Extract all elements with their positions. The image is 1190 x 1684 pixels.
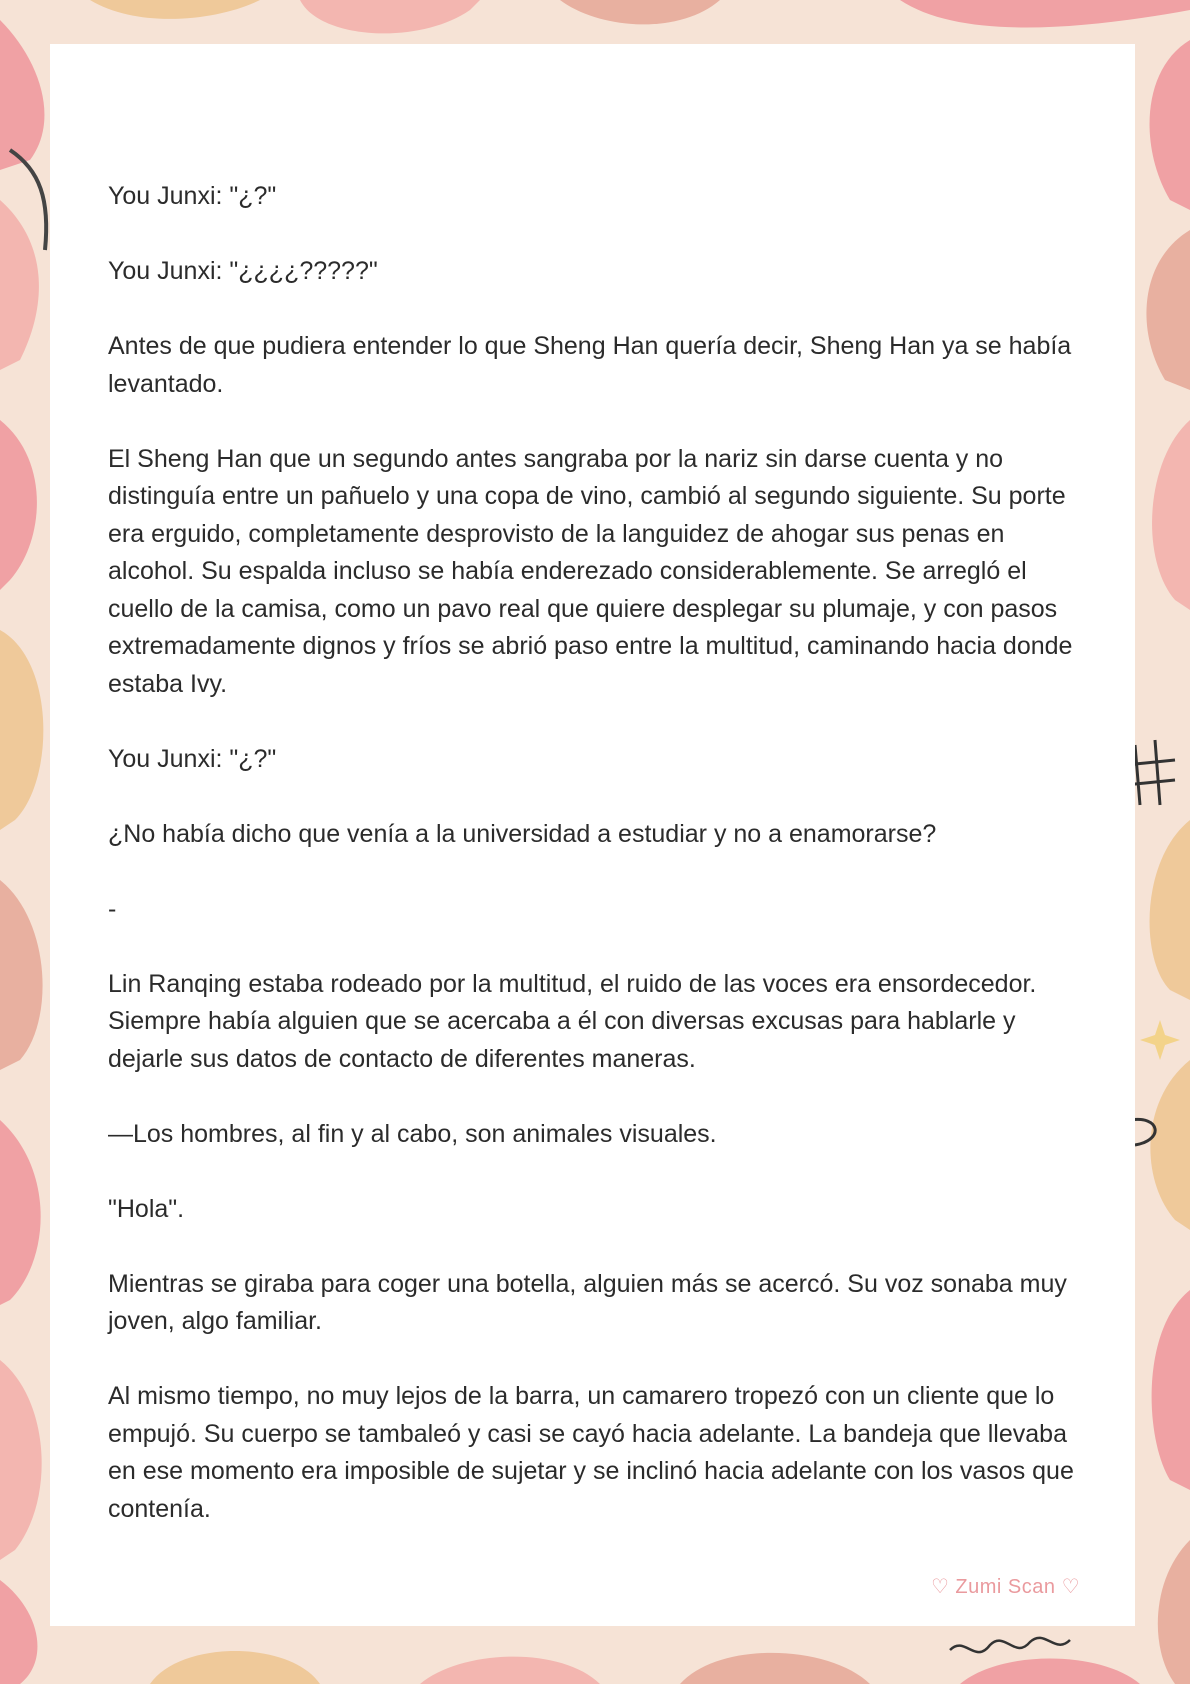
blob-shape: [1152, 420, 1190, 610]
squiggle-doodle: [950, 1638, 1070, 1652]
paragraph: You Junxi: "¿?": [108, 744, 277, 773]
paragraph: El Sheng Han que un segundo antes sangraba por la nariz sin darse cuenta y no distinguía entre un pañuelo y una copa de vino, cambió al segundo siguiente. Su porte era erguido, completamente desprovisto de la languidez de ahogar sus penas en alcohol. Su espalda incluso se había enderezado considerablemente. Se arregló el cuello de la camisa, como un pavo real que quiere desplegar su plumaje, y con pasos extremadamente dignos y fríos se abrió paso entre la multitud, caminando hacia donde estaba Ivy.: [108, 444, 1073, 698]
paragraph: You Junxi: "¿¿¿¿?????": [108, 257, 378, 285]
blob-shape: [0, 630, 43, 830]
paragraph: You Junxi: "¿?": [108, 182, 277, 210]
blob-shape: [300, 0, 480, 33]
blob-shape: [900, 0, 1190, 28]
watermark: ♡ Zumi Scan ♡: [930, 1576, 1080, 1598]
blob-shape: [1146, 230, 1190, 390]
blob-shape: [680, 1653, 870, 1684]
paragraph: Antes de que pudiera entender lo que Sheng Han quería decir, Sheng Han ya se había levantado.: [108, 332, 1072, 398]
blob-shape: [0, 200, 39, 370]
blob-shape: [150, 1651, 320, 1684]
blob-shape: [0, 1580, 37, 1684]
blob-shape: [1150, 1060, 1190, 1230]
blob-shape: [1158, 1540, 1190, 1684]
blob-shape: [0, 20, 44, 170]
blob-shape: [1150, 40, 1190, 210]
blob-shape: [1150, 820, 1190, 1000]
blob-shape: [0, 1360, 42, 1560]
paragraph: —Los hombres, al fin y al cabo, son animales visuales.: [108, 1119, 717, 1148]
paragraph: Mientras se giraba para coger una botella, alguien más se acercó. Su voz sonaba muy joven, algo familiar.: [108, 1269, 1067, 1335]
sparkle-doodle: [1140, 1020, 1180, 1060]
paragraph: "Hola".: [108, 1194, 185, 1223]
blob-shape: [0, 880, 43, 1070]
blob-shape: [0, 420, 37, 590]
paragraph: ¿No había dicho que venía a la universidad a estudiar y no a enamorarse?: [108, 819, 937, 848]
blob-shape: [90, 0, 260, 19]
blob-shape: [560, 0, 720, 24]
blob-shape: [420, 1657, 600, 1684]
paragraph: Al mismo tiempo, no muy lejos de la barra, un camarero tropezó con un cliente que lo empujó. Su cuerpo se tambaleó y casi se cayó hacia adelante. La bandeja que llevaba en ese momento era imposible de sujetar y se inclinó hacia adelante con los vasos que contenía.: [108, 1382, 1074, 1523]
paragraph: Lin Ranqing estaba rodeado por la multitud, el ruido de las voces era ensordecedor. Siempre había alguien que se acercaba a él con diversas excusas para hablarle y dejarle sus datos de contacto de diferentes maneras.: [108, 969, 1037, 1073]
blob-shape: [0, 1120, 41, 1305]
scene-separator: -: [108, 894, 117, 923]
blob-shape: [960, 1659, 1140, 1684]
chapter-text: [108, 178, 1088, 1528]
blob-shape: [1152, 1290, 1190, 1490]
